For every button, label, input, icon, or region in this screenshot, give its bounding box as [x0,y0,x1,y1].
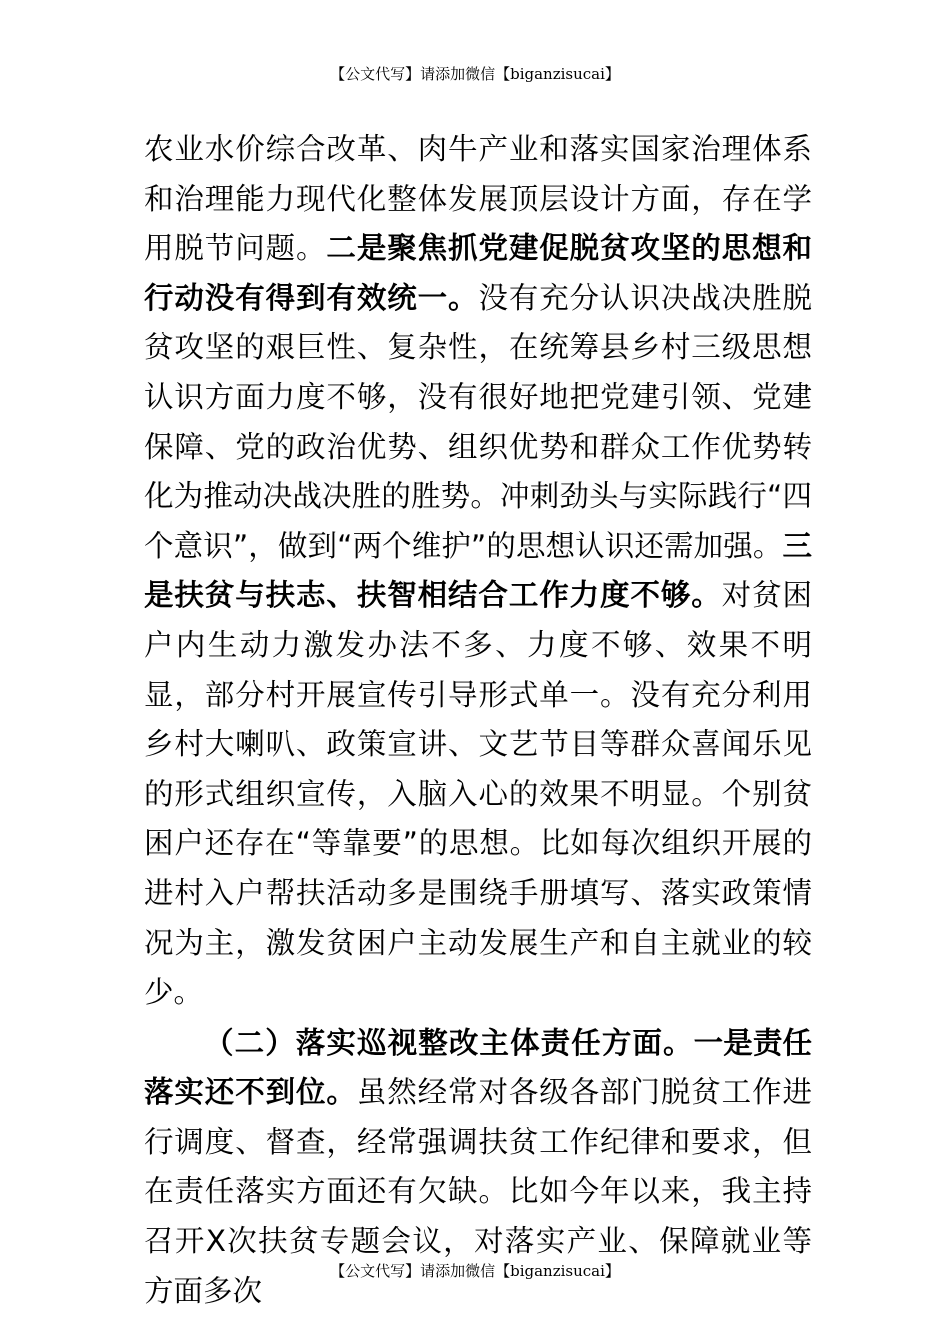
text-run: 对贫困户内生动力激发办法不多、力度不够、效果不明显，部分村开展宣传引导形式单一。没有充分利用乡村大喇叭、政策宣讲、文艺节目等群众喜闻乐见的形式组织宣传，入脑入心的效果不明显。个别贫困户还存在“等靠要”的思想。比如每次组织开展的进村入户帮扶活动多是围绕手册填写、落实政策情况为主，激发贫困户主动发展生产和自主就业的较少。 [144,578,812,1010]
text-run: 虽然经常对各级各部门脱贫工作进行调度、督查，经常强调扶贫工作纪律和要求，但在责任落实方面还有欠缺。比如今年以来，我主持召开X次扶贫专题会议，对落实产业、保障就业等方面多次 [144,1075,812,1308]
paragraph-1 [144,125,812,1018]
section-heading: （二）落实巡视整改主体责任方面。 [204,1024,694,1060]
text-run: 没有充分认识决战决胜脱贫攻坚的艰巨性、复杂性，在统筹县乡村三级思想认识方面力度不够，没有很好地把党建引领、党建保障、党的政治优势、组织优势和群众工作优势转化为推动决战决胜的胜势。冲刺劲头与实际践行“四个意识”，做到“两个维护”的思想认识还需加强。 [144,280,812,563]
document-body [144,125,812,1316]
bold-text-run: 三是扶贫与扶志、扶智相结合工作力度不够。 [144,528,812,613]
text-run: 农业水价综合改革、肉牛产业和落实国家治理体系和治理能力现代化整体发展顶层设计方面，存在学用脱节问题。 [144,132,812,266]
page-header: 【公文代写】请添加微信【biganzisucai】 [330,65,620,83]
bold-text-run: 二是聚焦抓党建促脱贫攻坚的思想和行动没有得到有效统一。 [144,231,812,315]
bold-text-run: 一是责任落实还不到位。 [144,1025,812,1110]
page-footer: 【公文代写】请添加微信【biganzisucai】 [330,1262,620,1280]
